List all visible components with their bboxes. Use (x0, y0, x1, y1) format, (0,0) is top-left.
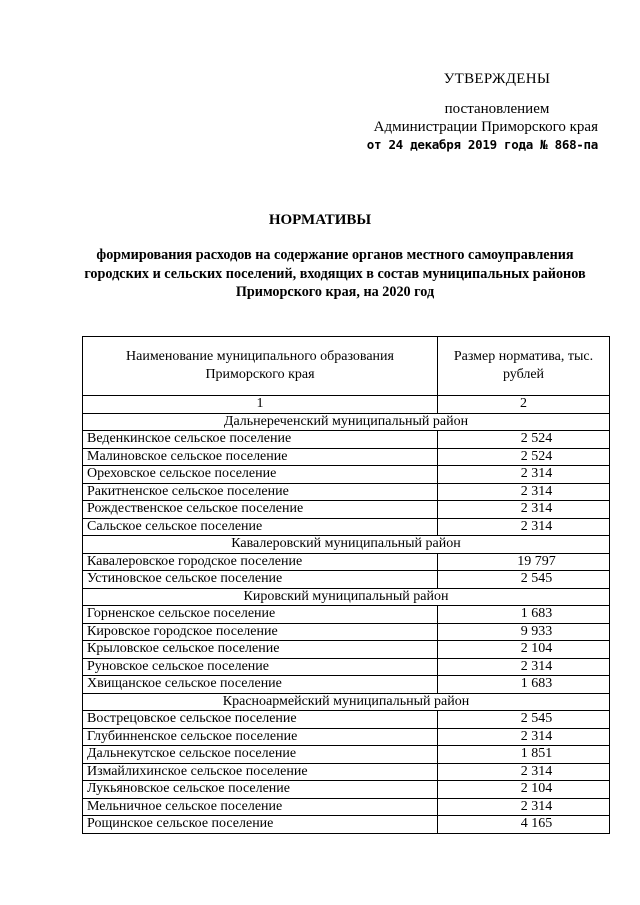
table-row (83, 676, 610, 694)
norm-value: 2 545 (438, 571, 610, 589)
norm-value: 4 165 (438, 816, 610, 834)
settlement-name: Малиновское сельское поселение (83, 448, 438, 466)
norm-value: 9 933 (438, 623, 610, 641)
district-name: Кавалеровский муниципальный район (83, 536, 610, 554)
settlement-name: Кировское городское поселение (83, 623, 438, 641)
table-row (83, 483, 610, 501)
settlement-name: Веденкинское сельское поселение (83, 431, 438, 449)
table-row (83, 728, 610, 746)
table-row (83, 606, 610, 624)
settlement-name: Горненское сельское поселение (83, 606, 438, 624)
table-row (83, 798, 610, 816)
norm-value: 2 104 (438, 781, 610, 799)
norm-value: 1 683 (438, 606, 610, 624)
norm-value: 2 314 (438, 798, 610, 816)
document-subtitle: формирования расходов на содержание органов местного самоуправления городских и сельских поселений, входящих в состав муниципальных районов Приморского края, на 2020 год (84, 247, 586, 300)
table-row (83, 466, 610, 484)
district-row (83, 693, 610, 711)
approval-heading: УТВЕРЖДЕНЫ (443, 71, 551, 87)
settlement-name: Руновское сельское поселение (83, 658, 438, 676)
settlement-name: Дальнекутское сельское поселение (83, 746, 438, 764)
settlement-name: Лукьяновское сельское поселение (83, 781, 438, 799)
norm-value: 2 314 (438, 728, 610, 746)
table-row (83, 518, 610, 536)
norms-table (82, 336, 610, 834)
norm-value: 1 851 (438, 746, 610, 764)
norms-table-body (83, 413, 610, 833)
settlement-name: Хвищанское сельское поселение (83, 676, 438, 694)
header-norm-size: Размер норматива, тыс. рублей (438, 337, 610, 396)
norm-value: 2 524 (438, 448, 610, 466)
table-row (83, 571, 610, 589)
approval-authority: Администрации Приморского края (373, 119, 598, 135)
norm-value: 1 683 (438, 676, 610, 694)
norm-value: 2 314 (438, 483, 610, 501)
approval-date: от 24 декабря 2019 года № 868-па (366, 137, 598, 152)
table-row (83, 746, 610, 764)
settlement-name: Ореховское сельское поселение (83, 466, 438, 484)
table-header-row (83, 337, 610, 396)
table-row (83, 553, 610, 571)
approval-by: постановлением (444, 101, 550, 117)
district-row (83, 536, 610, 554)
district-row (83, 588, 610, 606)
column-number-row (83, 396, 610, 414)
district-name: Кировский муниципальный район (83, 588, 610, 606)
settlement-name: Ракитненское сельское поселение (83, 483, 438, 501)
norm-value: 2 524 (438, 431, 610, 449)
document-title: НОРМАТИВЫ (268, 212, 372, 228)
norm-value: 2 314 (438, 763, 610, 781)
settlement-name: Глубинненское сельское поселение (83, 728, 438, 746)
norm-value: 2 314 (438, 518, 610, 536)
column-number-2: 2 (438, 396, 610, 414)
table-row (83, 763, 610, 781)
approval-block (360, 70, 610, 154)
norm-value: 2 314 (438, 658, 610, 676)
table-row (83, 816, 610, 834)
table-row (83, 431, 610, 449)
table-row (83, 501, 610, 519)
settlement-name: Мельничное сельское поселение (83, 798, 438, 816)
table-row (83, 658, 610, 676)
settlement-name: Рождественское сельское поселение (83, 501, 438, 519)
norm-value: 19 797 (438, 553, 610, 571)
settlement-name: Рощинское сельское поселение (83, 816, 438, 834)
norm-value: 2 314 (438, 501, 610, 519)
column-number-1: 1 (83, 396, 438, 414)
settlement-name: Сальское сельское поселение (83, 518, 438, 536)
table-row (83, 623, 610, 641)
settlement-name: Измайлихинское сельское поселение (83, 763, 438, 781)
district-name: Красноармейский муниципальный район (83, 693, 610, 711)
settlement-name: Устиновское сельское поселение (83, 571, 438, 589)
table-row (83, 448, 610, 466)
norm-value: 2 545 (438, 711, 610, 729)
settlement-name: Крыловское сельское поселение (83, 641, 438, 659)
table-row (83, 641, 610, 659)
district-name: Дальнереченский муниципальный район (83, 413, 610, 431)
table-row (83, 711, 610, 729)
settlement-name: Вострецовское сельское поселение (83, 711, 438, 729)
settlement-name: Кавалеровское городское поселение (83, 553, 438, 571)
table-row (83, 781, 610, 799)
header-municipality: Наименование муниципального образования Приморского края (83, 337, 438, 396)
district-row (83, 413, 610, 431)
norm-value: 2 104 (438, 641, 610, 659)
norm-value: 2 314 (438, 466, 610, 484)
